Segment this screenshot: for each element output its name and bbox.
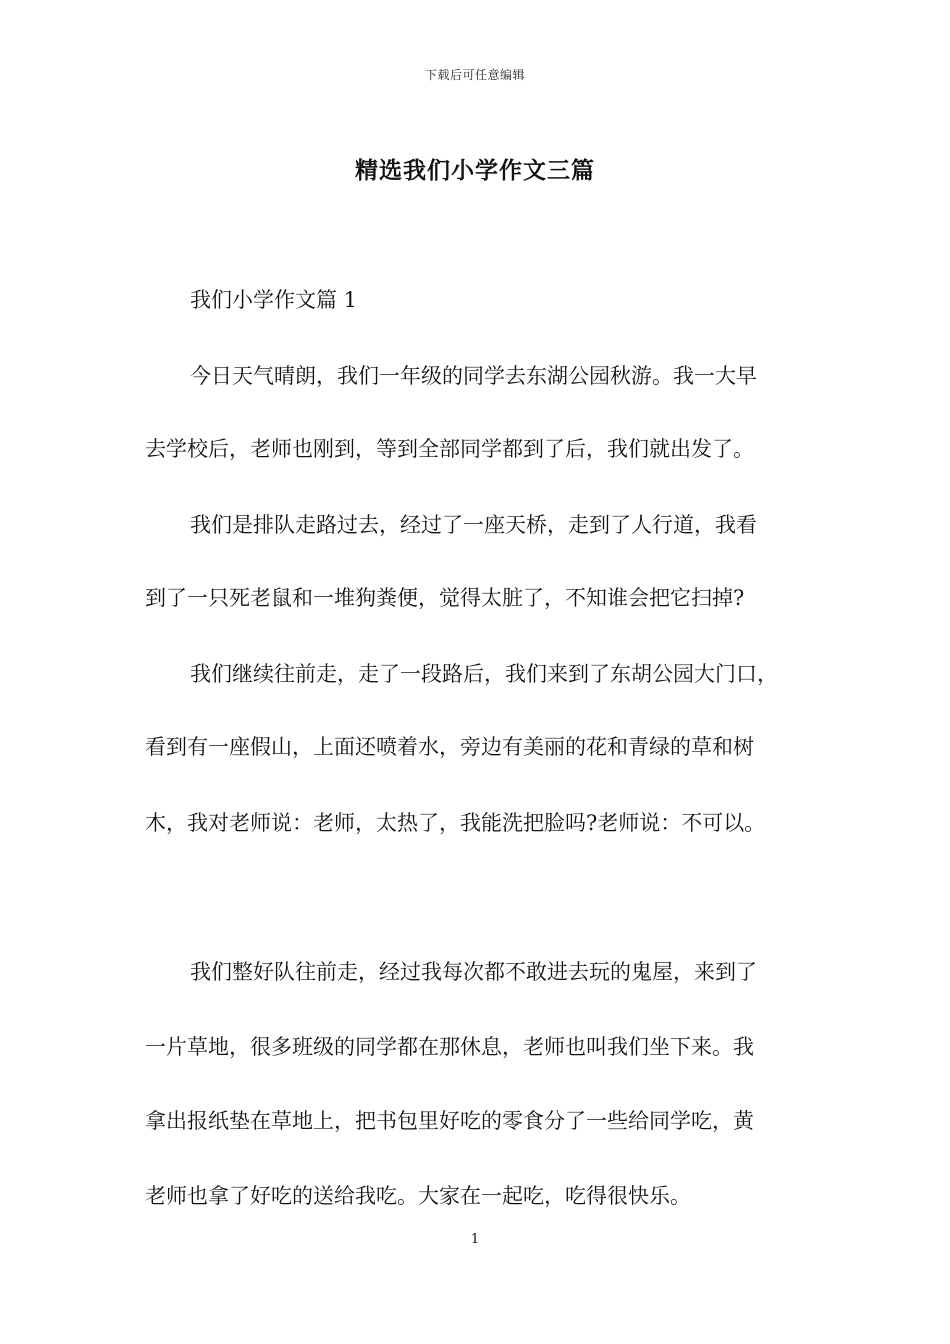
header-note: 下载后可任意编辑: [424, 68, 525, 82]
paragraph-line: 到了一只死老鼠和一堆狗粪便，觉得太脏了，不知谁会把它扫掉?: [145, 586, 745, 610]
paragraph-line: 木，我对老师说：老师，太热了，我能洗把脸吗?老师说：不可以。: [145, 811, 766, 835]
page-number: 1: [470, 1232, 480, 1247]
paragraph-line: 看到有一座假山，上面还喷着水，旁边有美丽的花和青绿的草和树: [145, 735, 754, 759]
paragraph-line: 我们继续往前走，走了一段路后，我们来到了东胡公园大门口，: [190, 662, 778, 686]
paragraph-line: 一片草地，很多班级的同学都在那休息，老师也叫我们坐下来。我: [145, 1035, 754, 1059]
paragraph-line: 今日天气晴朗，我们一年级的同学去东湖公园秋游。我一大早: [190, 364, 757, 388]
paragraph-line: 去学校后，老师也刚到，等到全部同学都到了后，我们就出发了。: [145, 437, 754, 461]
paragraph-line: 拿出报纸垫在草地上，把书包里好吃的零食分了一些给同学吃，黄: [145, 1109, 754, 1133]
paragraph-line: 我们是排队走路过去，经过了一座天桥，走到了人行道，我看: [190, 513, 757, 537]
paragraph-line: 老师也拿了好吃的送给我吃。大家在一起吃，吃得很快乐。: [145, 1184, 691, 1208]
section-heading: 我们小学作文篇 1: [190, 288, 358, 312]
document-title: 精选我们小学作文三篇: [355, 157, 595, 184]
paragraph-line: 我们整好队往前走，经过我每次都不敢进去玩的鬼屋，来到了: [190, 960, 757, 984]
